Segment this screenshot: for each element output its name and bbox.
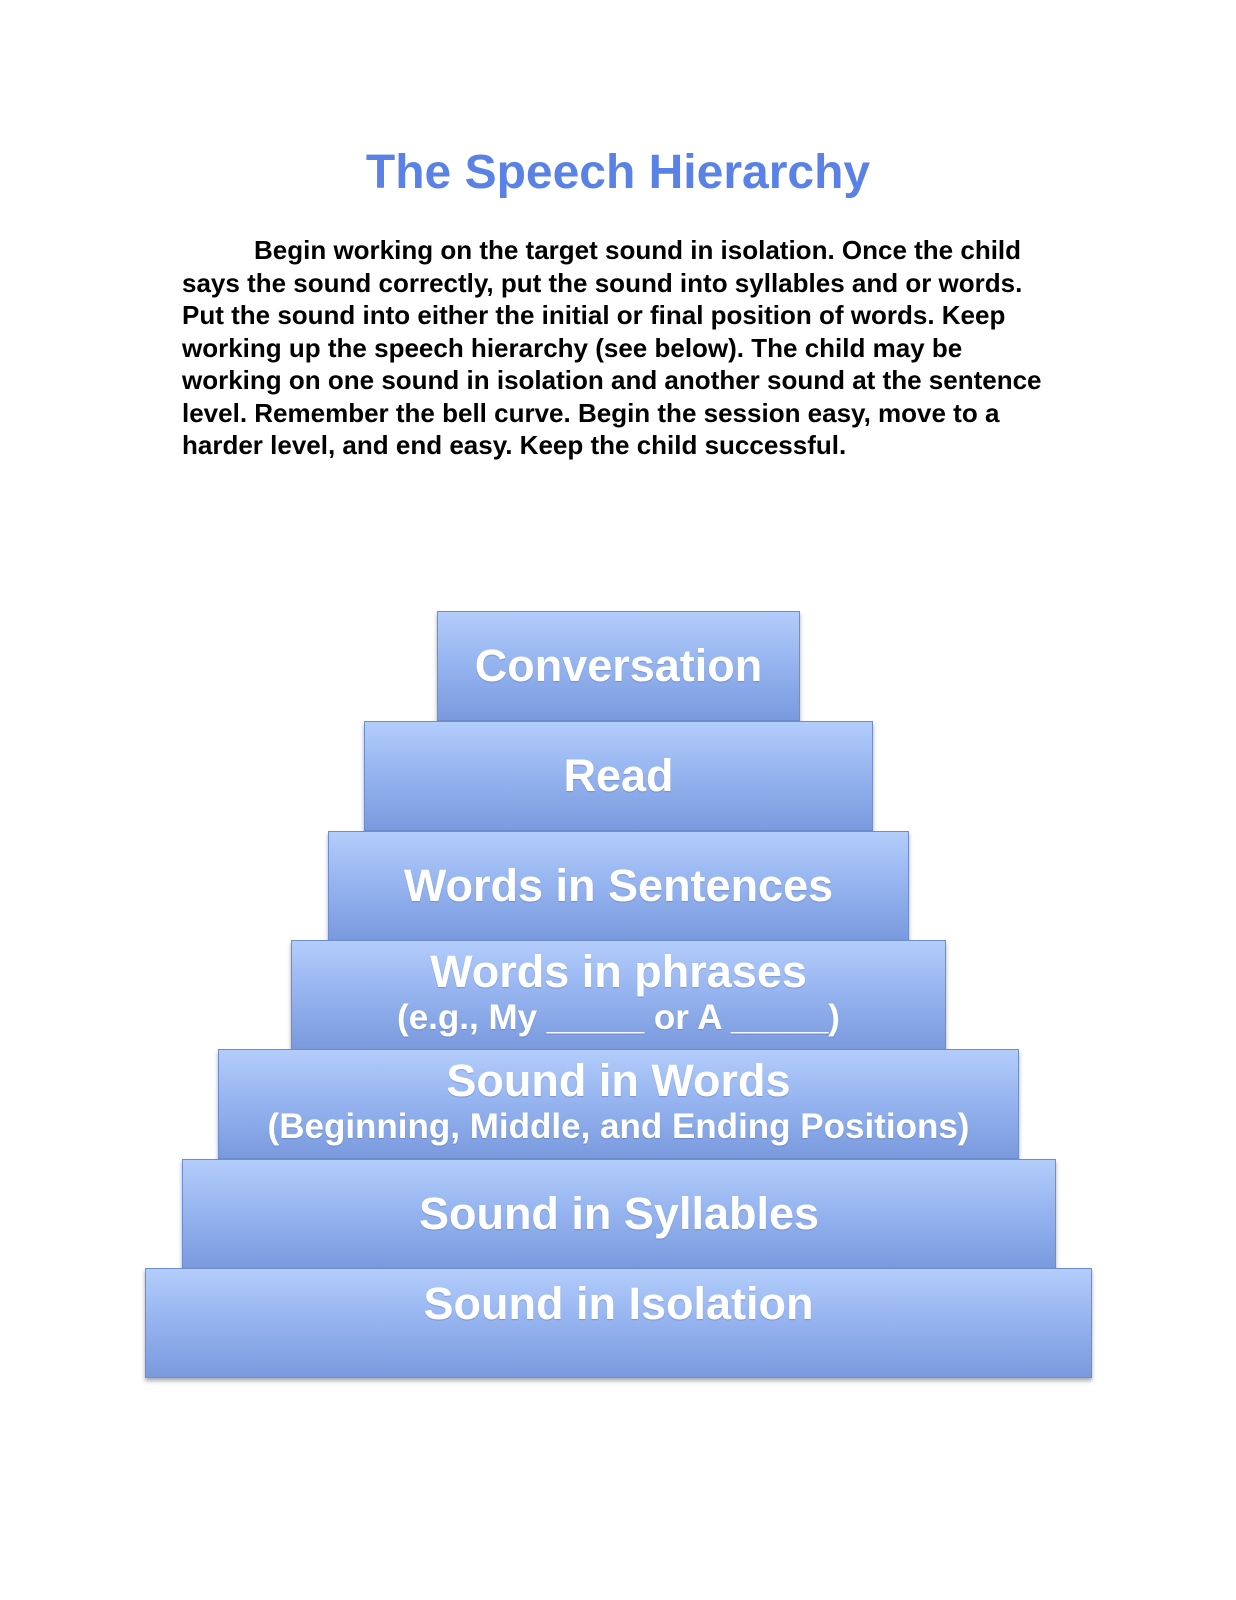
level-words-in-sentences [328,831,909,941]
level-label: Words in phrases [430,946,807,997]
level-sound-in-isolation [145,1268,1092,1378]
level-label: Read [563,750,674,801]
level-words-in-phrases [291,940,946,1050]
level-conversation [437,611,800,721]
level-label: Sound in Isolation [423,1278,814,1329]
level-label: Conversation [474,640,763,691]
level-label: Words in Sentences [403,860,834,911]
page-title: The Speech Hierarchy [365,146,871,199]
level-read [364,721,873,831]
intro-paragraph: Begin working on the target sound in isolation. Once the child says the sound correctly, put the sound into syllables and or words. Put the sound into either the initial or final position of words. Keep working up the speech hierarchy (see below). The child may be working on one sound in isolation and another sound at the sentence level. Remember the bell curve. Begin the session easy, move to a harder level, and end easy. Keep the child successful. [182,235,1042,460]
level-sublabel: (e.g., My _____ or A _____) [397,998,840,1037]
level-sublabel: (Beginning, Middle, and Ending Positions) [267,1107,970,1146]
level-label: Sound in Syllables [418,1188,820,1239]
level-sound-in-words [218,1049,1019,1159]
level-label: Sound in Words [446,1055,791,1106]
level-sound-in-syllables [182,1159,1056,1269]
